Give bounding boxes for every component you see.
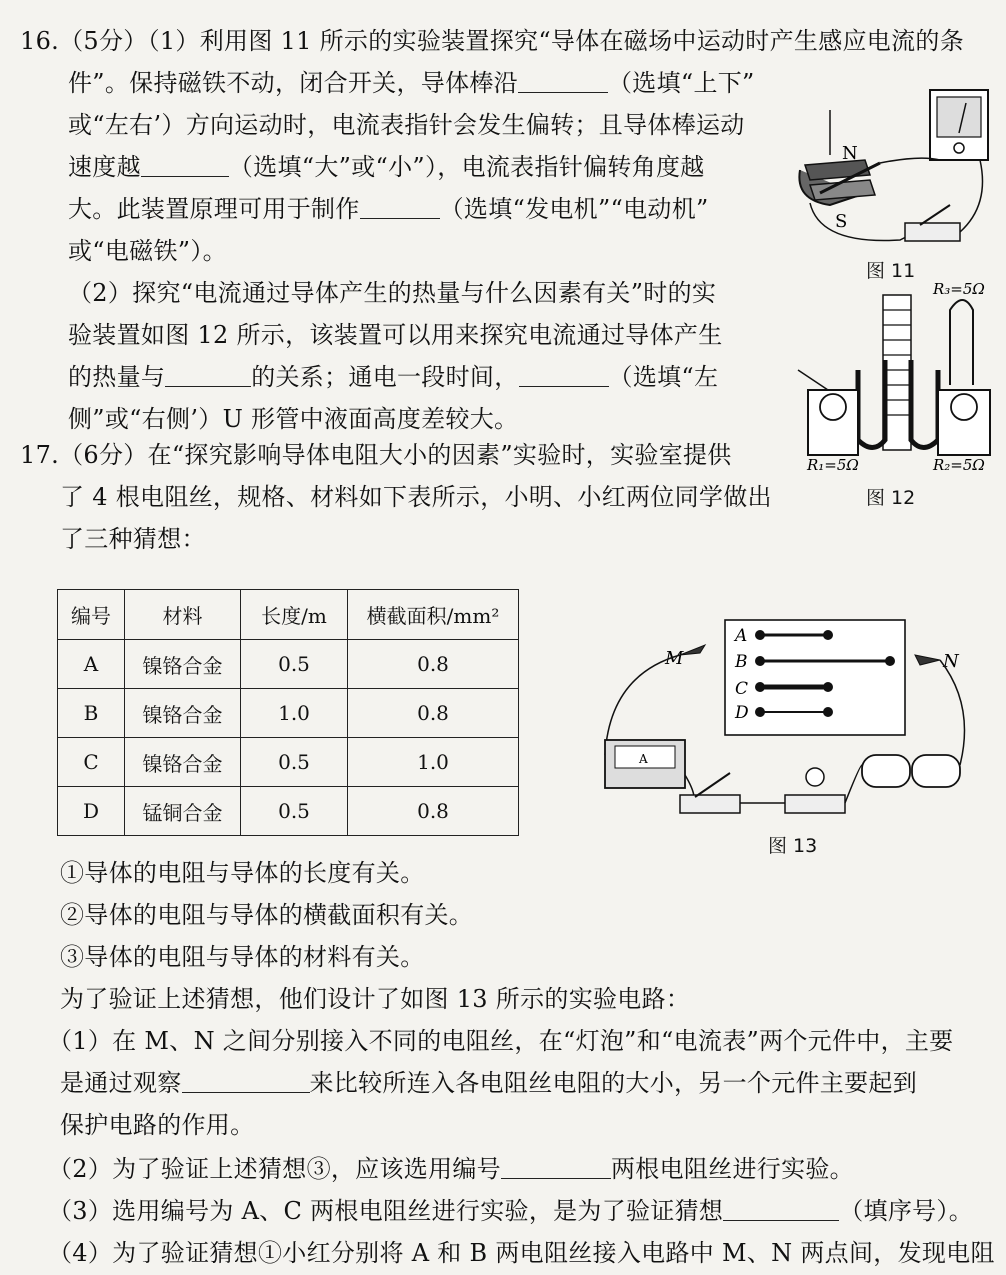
figure-11-caption: 图 11: [866, 260, 916, 282]
q16-line-10: 侧”或“右侧’）U 形管中液面高度差较大。: [68, 405, 519, 433]
label-r2: R₂=5Ω: [933, 456, 985, 474]
wire-board: [725, 620, 905, 735]
q16-line-4: 速度越 （选填“大”或“小”），电流表指针偏转角度越: [68, 153, 705, 181]
answer-blank[interactable]: [723, 1196, 839, 1221]
wire-label-b: B: [735, 652, 748, 672]
table-header-row: 编号 材料 长度/m 横截面积/mm²: [58, 590, 519, 640]
figure-11: [790, 85, 995, 255]
figure-13: [580, 615, 980, 830]
label-r3: R₃=5Ω: [933, 280, 985, 298]
answer-blank[interactable]: [141, 152, 229, 177]
q17-line-3: 了三种猜想：: [60, 525, 206, 553]
label-n: N: [943, 651, 959, 672]
answer-blank[interactable]: [519, 362, 609, 387]
figure-12: [793, 280, 1003, 474]
switch: [905, 223, 960, 241]
q16-line-7: （2）探究“电流通过导体产生的热量与什么因素有关”时的实: [68, 279, 717, 307]
q16-line-3: 或“左右’）方向运动时，电流表指针会发生偏转；且导体棒运动: [68, 111, 745, 139]
q16-line-2: 件”。保持磁铁不动，闭合开关，导体棒沿 （选填“上下”: [68, 69, 755, 97]
label-m: M: [665, 648, 684, 669]
table-row: B 镍铬合金 1.0 0.8: [58, 689, 519, 738]
sub1-line-1: （1）在 M、N 之间分别接入不同的电阻丝，在“灯泡”和“电流表”两个元件中，主要: [48, 1027, 954, 1055]
container-right: [938, 390, 990, 455]
q17-line-1: 17.（6分）在“探究影响导体电阻大小的因素”实验时，实验室提供: [20, 441, 732, 469]
container-left: [808, 390, 858, 455]
resistance-wire-table: [57, 589, 519, 836]
sub1-line-2: 是通过观察 来比较所连入各电阻丝电阻的大小，另一个元件主要起到: [60, 1069, 917, 1097]
sub2-line: （2）为了验证上述猜想③，应该选用编号 两根电阻丝进行实验。: [48, 1155, 854, 1183]
answer-blank[interactable]: [360, 194, 440, 219]
sub3-line: （3）选用编号为 A、C 两根电阻丝进行实验，是为了验证猜想 （填序号）。: [48, 1197, 974, 1225]
wire-label-c: C: [735, 679, 749, 699]
bulb: [806, 768, 824, 786]
switch: [680, 795, 740, 813]
table-row: D 锰铜合金 0.5 0.8: [58, 787, 519, 836]
label-r1: R₁=5Ω: [807, 456, 859, 474]
wire-label-d: D: [735, 703, 749, 723]
q17-score: （6分）: [59, 441, 148, 469]
q17-number: 17.: [20, 441, 60, 469]
table-row: A 镍铬合金 0.5 0.8: [58, 640, 519, 689]
battery-2: [912, 755, 960, 787]
figure-12-caption: 图 12: [866, 487, 916, 509]
guess-2: ②导体的电阻与导体的横截面积有关。: [60, 901, 474, 929]
sub1-line-3: 保护电路的作用。: [60, 1111, 255, 1139]
q16-line-5: 大。此装置原理可用于制作 （选填“发电机”“电动机”: [68, 195, 709, 223]
q16-line-8: 验装置如图 12 所示，该装置可以用来探究电流通过导体产生: [68, 321, 723, 349]
q16-score: （5分）: [59, 27, 148, 55]
answer-blank[interactable]: [501, 1154, 611, 1179]
battery-1: [862, 755, 910, 787]
clip-m: [680, 645, 705, 655]
guess-1: ①导体的电阻与导体的长度有关。: [60, 859, 425, 887]
q16-line-9: 的热量与 的关系；通电一段时间， （选填“左: [68, 363, 719, 391]
resistor-r3: [950, 300, 973, 385]
q17-line-2: 了 4 根电阻丝，规格、材料如下表所示，小明、小红两位同学做出: [60, 483, 772, 511]
label-n: N: [842, 143, 858, 164]
bulb-base: [785, 795, 845, 813]
answer-blank[interactable]: [182, 1068, 310, 1093]
ammeter-label: A: [639, 752, 648, 766]
design-line: 为了验证上述猜想，他们设计了如图 13 所示的实验电路：: [60, 985, 691, 1013]
answer-blank[interactable]: [165, 362, 251, 387]
label-s: S: [835, 211, 848, 232]
guess-3: ③导体的电阻与导体的材料有关。: [60, 943, 425, 971]
figure-13-caption: 图 13: [768, 835, 818, 857]
wire-label-a: A: [735, 626, 748, 646]
q16-line-1: 16.（5分）（1）利用图 11 所示的实验装置探究“导体在磁场中运动时产生感应电流的条: [20, 27, 964, 55]
table-row: C 镍铬合金 0.5 1.0: [58, 738, 519, 787]
q16-line-6: 或“电磁铁”）。: [68, 237, 227, 265]
q16-number: 16.: [20, 27, 60, 55]
clip-n: [915, 655, 940, 665]
answer-blank[interactable]: [518, 68, 608, 93]
sub4-line: （4）为了验证猜想①小红分别将 A 和 B 两电阻丝接入电路中 M、N 两点间，发现电阻: [48, 1239, 995, 1267]
